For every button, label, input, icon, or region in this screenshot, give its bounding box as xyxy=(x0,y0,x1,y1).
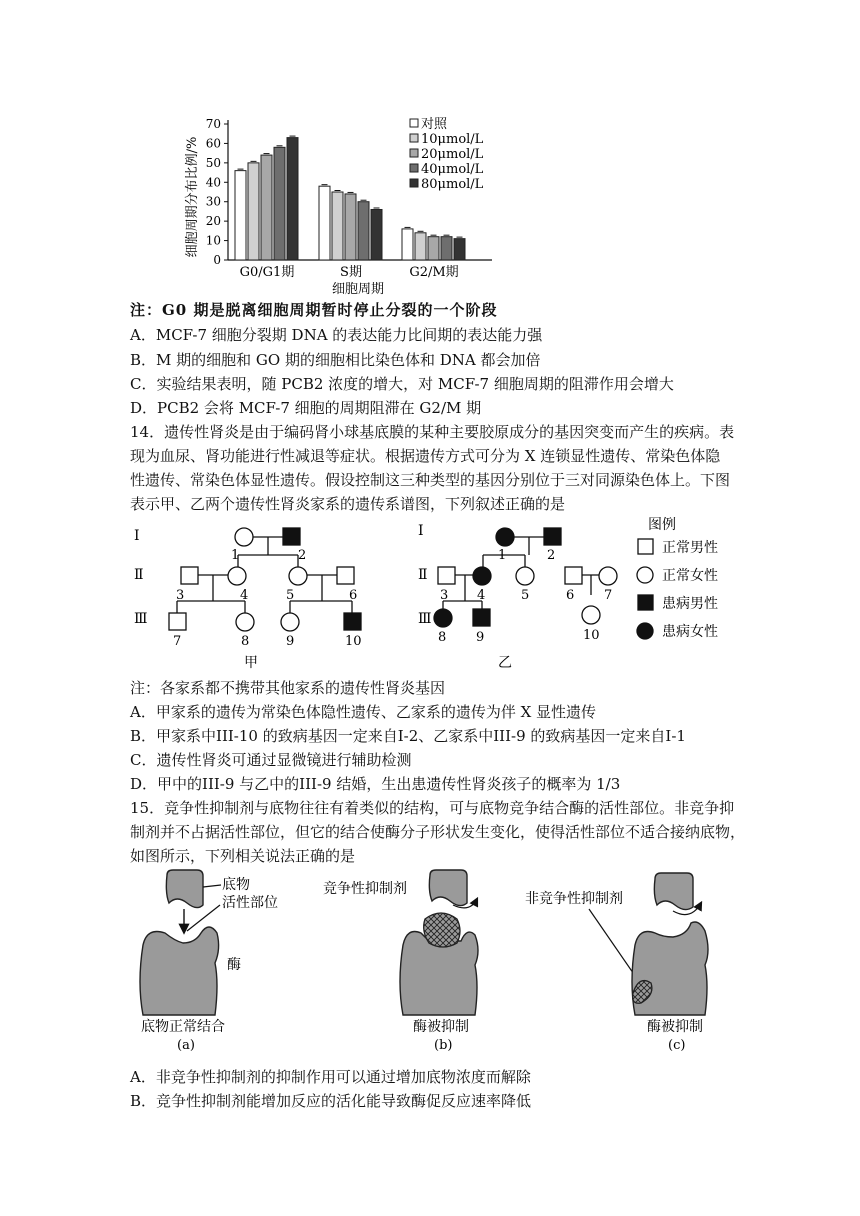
active-site-label: 活性部位 xyxy=(222,895,278,911)
q13-option-b: B．M 期的细胞和 GO 期的细胞相比染色体和 DNA 都会加倍 xyxy=(130,351,541,369)
jia-id: 5 xyxy=(286,588,295,603)
chart-y-tick-label: 60 xyxy=(205,136,221,151)
yi-id: 3 xyxy=(440,588,449,603)
jia-iii7-normal-male xyxy=(169,613,186,630)
q13-option-a: A．MCF-7 细胞分裂期 DNA 的表达能力比间期的表达能力强 xyxy=(130,326,543,344)
jia-id: 9 xyxy=(286,634,295,649)
chart-x-tick-label: G2/M期 xyxy=(409,265,459,280)
yi-ii4-affected-female xyxy=(473,567,491,585)
chart-bar xyxy=(415,233,426,260)
yi-id: 8 xyxy=(438,630,447,645)
jia-id: 4 xyxy=(240,588,249,603)
chart-legend-label: 40μmol/L xyxy=(421,162,484,177)
substrate-shape xyxy=(654,873,693,910)
chart-legend-label: 80μmol/L xyxy=(421,177,484,192)
cell-cycle-bar-chart xyxy=(180,110,520,300)
jia-ii4-normal-female xyxy=(228,567,246,585)
chart-bar xyxy=(454,239,465,260)
panel-c xyxy=(525,873,708,1053)
legend-affected-male-icon xyxy=(638,595,653,610)
q14-option-c: C．遗传性肾炎可通过显微镜进行辅助检测 xyxy=(130,751,412,769)
jia-family-label: 甲 xyxy=(244,655,258,671)
sublabel-b: (b) xyxy=(434,1038,453,1053)
gen-label-iii: Ⅲ xyxy=(418,611,432,627)
pedigree-legend-title: 图例 xyxy=(648,517,676,533)
legend-affected-female-icon xyxy=(637,623,653,639)
jia-id: 8 xyxy=(241,634,250,649)
chart-y-tick-label: 0 xyxy=(213,253,221,267)
pedigree-figure xyxy=(120,515,740,675)
sublabel-a: (a) xyxy=(177,1038,195,1053)
yi-family-label: 乙 xyxy=(498,655,512,671)
chart-bar xyxy=(428,237,439,260)
legend-affected-female-label: 患病女性 xyxy=(662,624,718,640)
substrate-label: 底物 xyxy=(222,877,250,893)
q14-stem-line: 14．遗传性肾炎是由于编码肾小球基底膜的某种主要胶原成分的基因突变而产生的疾病。表 xyxy=(130,423,735,441)
legend-normal-male-icon xyxy=(638,539,653,554)
jia-ii6-normal-male xyxy=(337,567,354,584)
chart-y-tick-label: 30 xyxy=(205,194,221,209)
chart-legend-swatch xyxy=(410,164,418,172)
q14-option-a: A．甲家系的遗传为常染色体隐性遗传、乙家系的遗传为伴 X 显性遗传 xyxy=(130,703,597,721)
chart-x-tick-label: G0/G1期 xyxy=(239,265,295,280)
chart-bar xyxy=(441,237,452,260)
yi-id: 1 xyxy=(498,548,507,563)
q13-option-c: C．实验结果表明，随 PCB2 浓度的增大，对 MCF-7 细胞周期的阻滞作用会增大 xyxy=(130,375,674,393)
yi-iii9-affected-male xyxy=(473,609,490,626)
jia-iii10-affected-male xyxy=(344,613,361,630)
chart-bar xyxy=(274,147,285,260)
jia-i2-affected-male xyxy=(283,528,300,545)
legend-normal-male-label: 正常男性 xyxy=(662,540,718,556)
chart-bar xyxy=(287,138,298,260)
substrate-shape xyxy=(166,870,203,908)
q14-option-b: B．甲家系中III-10 的致病基因一定来自I-2、乙家系中III-9 的致病基因一定来自I-1 xyxy=(130,727,686,745)
chart-legend-swatch xyxy=(410,119,418,127)
yi-id: 5 xyxy=(521,588,530,603)
gen-label-iii: Ⅲ xyxy=(134,611,148,627)
chart-y-tick-label: 40 xyxy=(205,175,221,190)
jia-id: 10 xyxy=(345,634,362,649)
jia-id: 3 xyxy=(176,588,185,603)
yi-iii10-normal-female xyxy=(582,606,600,624)
gen-label-i: Ⅰ xyxy=(134,528,140,544)
chart-bar xyxy=(371,209,382,260)
substrate-shape xyxy=(429,870,467,906)
jia-id: 7 xyxy=(173,634,182,649)
jia-iii8-normal-female xyxy=(236,613,254,631)
chart-bar xyxy=(319,186,330,260)
q14-stem-line: 表示甲、乙两个遗传性肾炎家系的遗传系谱图，下列叙述正确的是 xyxy=(130,495,566,513)
sublabel-c: (c) xyxy=(668,1038,686,1053)
competitive-inhibitor-label: 竞争性抑制剂 xyxy=(323,881,407,897)
legend-affected-male-label: 患病男性 xyxy=(662,596,718,612)
chart-legend-swatch xyxy=(410,179,418,187)
chart-bar xyxy=(248,163,259,260)
chart-y-label: 细胞周期分布比例/% xyxy=(185,136,200,258)
yi-id: 9 xyxy=(476,630,485,645)
q15-stem-line: 如图所示，下列相关说法正确的是 xyxy=(130,847,356,865)
chart-note: 注：G0 期是脱离细胞周期暂时停止分裂的一个阶段 xyxy=(130,301,498,319)
jia-ii5-normal-female xyxy=(289,567,307,585)
q15-option-b: B．竞争性抑制剂能增加反应的活化能导致酶促反应速率降低 xyxy=(130,1092,532,1110)
chart-legend-label: 对照 xyxy=(421,117,448,132)
yi-ii3-normal-male xyxy=(438,567,455,584)
yi-ii7-normal-female xyxy=(599,567,617,585)
yi-ii6-normal-male xyxy=(565,567,582,584)
yi-i2-affected-male xyxy=(544,528,561,545)
enzyme-shape xyxy=(140,927,219,1015)
panel-a xyxy=(140,870,278,1053)
chart-bar xyxy=(358,202,369,260)
panel-b xyxy=(323,870,478,1053)
q14-stem-line: 性遗传、常染色体显性遗传。假设控制这三种类型的基因分别位于三对同源染色体上。下图 xyxy=(130,471,731,489)
yi-id: 4 xyxy=(477,588,486,603)
chart-bar xyxy=(402,229,413,260)
q14-option-d: D．甲中的III-9 与乙中的III-9 结婚，生出患遗传性肾炎孩子的概率为 1/3 xyxy=(130,775,621,793)
q14-note: 注：各家系都不携带其他家系的遗传性肾炎基因 xyxy=(130,679,446,697)
competitive-inhibitor-shape xyxy=(424,913,460,947)
q15-option-a: A．非竞争性抑制剂的抑制作用可以通过增加底物浓度而解除 xyxy=(130,1068,531,1086)
chart-legend-swatch xyxy=(410,149,418,157)
jia-ii3-normal-male xyxy=(181,567,198,584)
gen-label-ii: Ⅱ xyxy=(418,567,428,583)
yi-i1-affected-female xyxy=(496,528,514,546)
chart-legend-label: 10μmol/L xyxy=(421,132,484,147)
chart-y-tick-label: 20 xyxy=(205,214,221,229)
chart-y-tick-label: 10 xyxy=(205,233,221,248)
yi-id: 2 xyxy=(547,548,556,563)
gen-label-i: Ⅰ xyxy=(418,523,424,539)
legend-normal-female-icon xyxy=(637,567,653,583)
chart-x-tick-label: S期 xyxy=(340,265,362,280)
jia-id: 1 xyxy=(231,548,240,563)
chart-bar xyxy=(235,171,246,260)
noncompetitive-inhibitor-label: 非竞争性抑制剂 xyxy=(525,891,623,907)
gen-label-ii: Ⅱ xyxy=(134,567,144,583)
q15-stem-line: 15．竞争性抑制剂与底物往往有着类似的结构，可与底物竞争结合酶的活性部位。非竞争抑 xyxy=(130,799,735,817)
q15-stem-line: 制剂并不占据活性部位，但它的结合使酶分子形状发生变化，使得活性部位不适合接纳底物， xyxy=(130,823,746,841)
jia-iii9-normal-female xyxy=(281,613,299,631)
chart-x-label: 细胞周期 xyxy=(331,282,385,297)
caption-b: 酶被抑制 xyxy=(413,1019,469,1035)
yi-iii8-affected-female xyxy=(434,609,452,627)
q14-stem-line: 现为血尿、肾功能进行性减退等症状。根据遗传方式可分为 X 连锁显性遗传、常染色体隐 xyxy=(130,447,721,465)
jia-id: 2 xyxy=(298,548,307,563)
yi-id: 10 xyxy=(583,628,600,643)
chart-y-tick-label: 50 xyxy=(205,155,221,170)
legend-normal-female-label: 正常女性 xyxy=(662,568,718,584)
yi-id: 6 xyxy=(566,588,575,603)
chart-bar xyxy=(261,155,272,260)
chart-bar xyxy=(345,194,356,260)
enzyme-inhibition-figure xyxy=(125,865,735,1055)
chart-bar xyxy=(332,192,343,260)
q13-option-d: D．PCB2 会将 MCF-7 细胞的周期阻滞在 G2/M 期 xyxy=(130,399,482,417)
enzyme-label: 酶 xyxy=(227,957,241,973)
chart-y-tick-label: 70 xyxy=(205,117,221,131)
caption-a: 底物正常结合 xyxy=(141,1019,225,1035)
chart-legend-label: 20μmol/L xyxy=(421,147,484,162)
jia-id: 6 xyxy=(349,588,358,603)
yi-ii5-normal-female xyxy=(516,567,534,585)
chart-legend-swatch xyxy=(410,134,418,142)
yi-id: 7 xyxy=(604,588,613,603)
jia-i1-normal-female xyxy=(235,528,253,546)
caption-c: 酶被抑制 xyxy=(647,1019,703,1035)
